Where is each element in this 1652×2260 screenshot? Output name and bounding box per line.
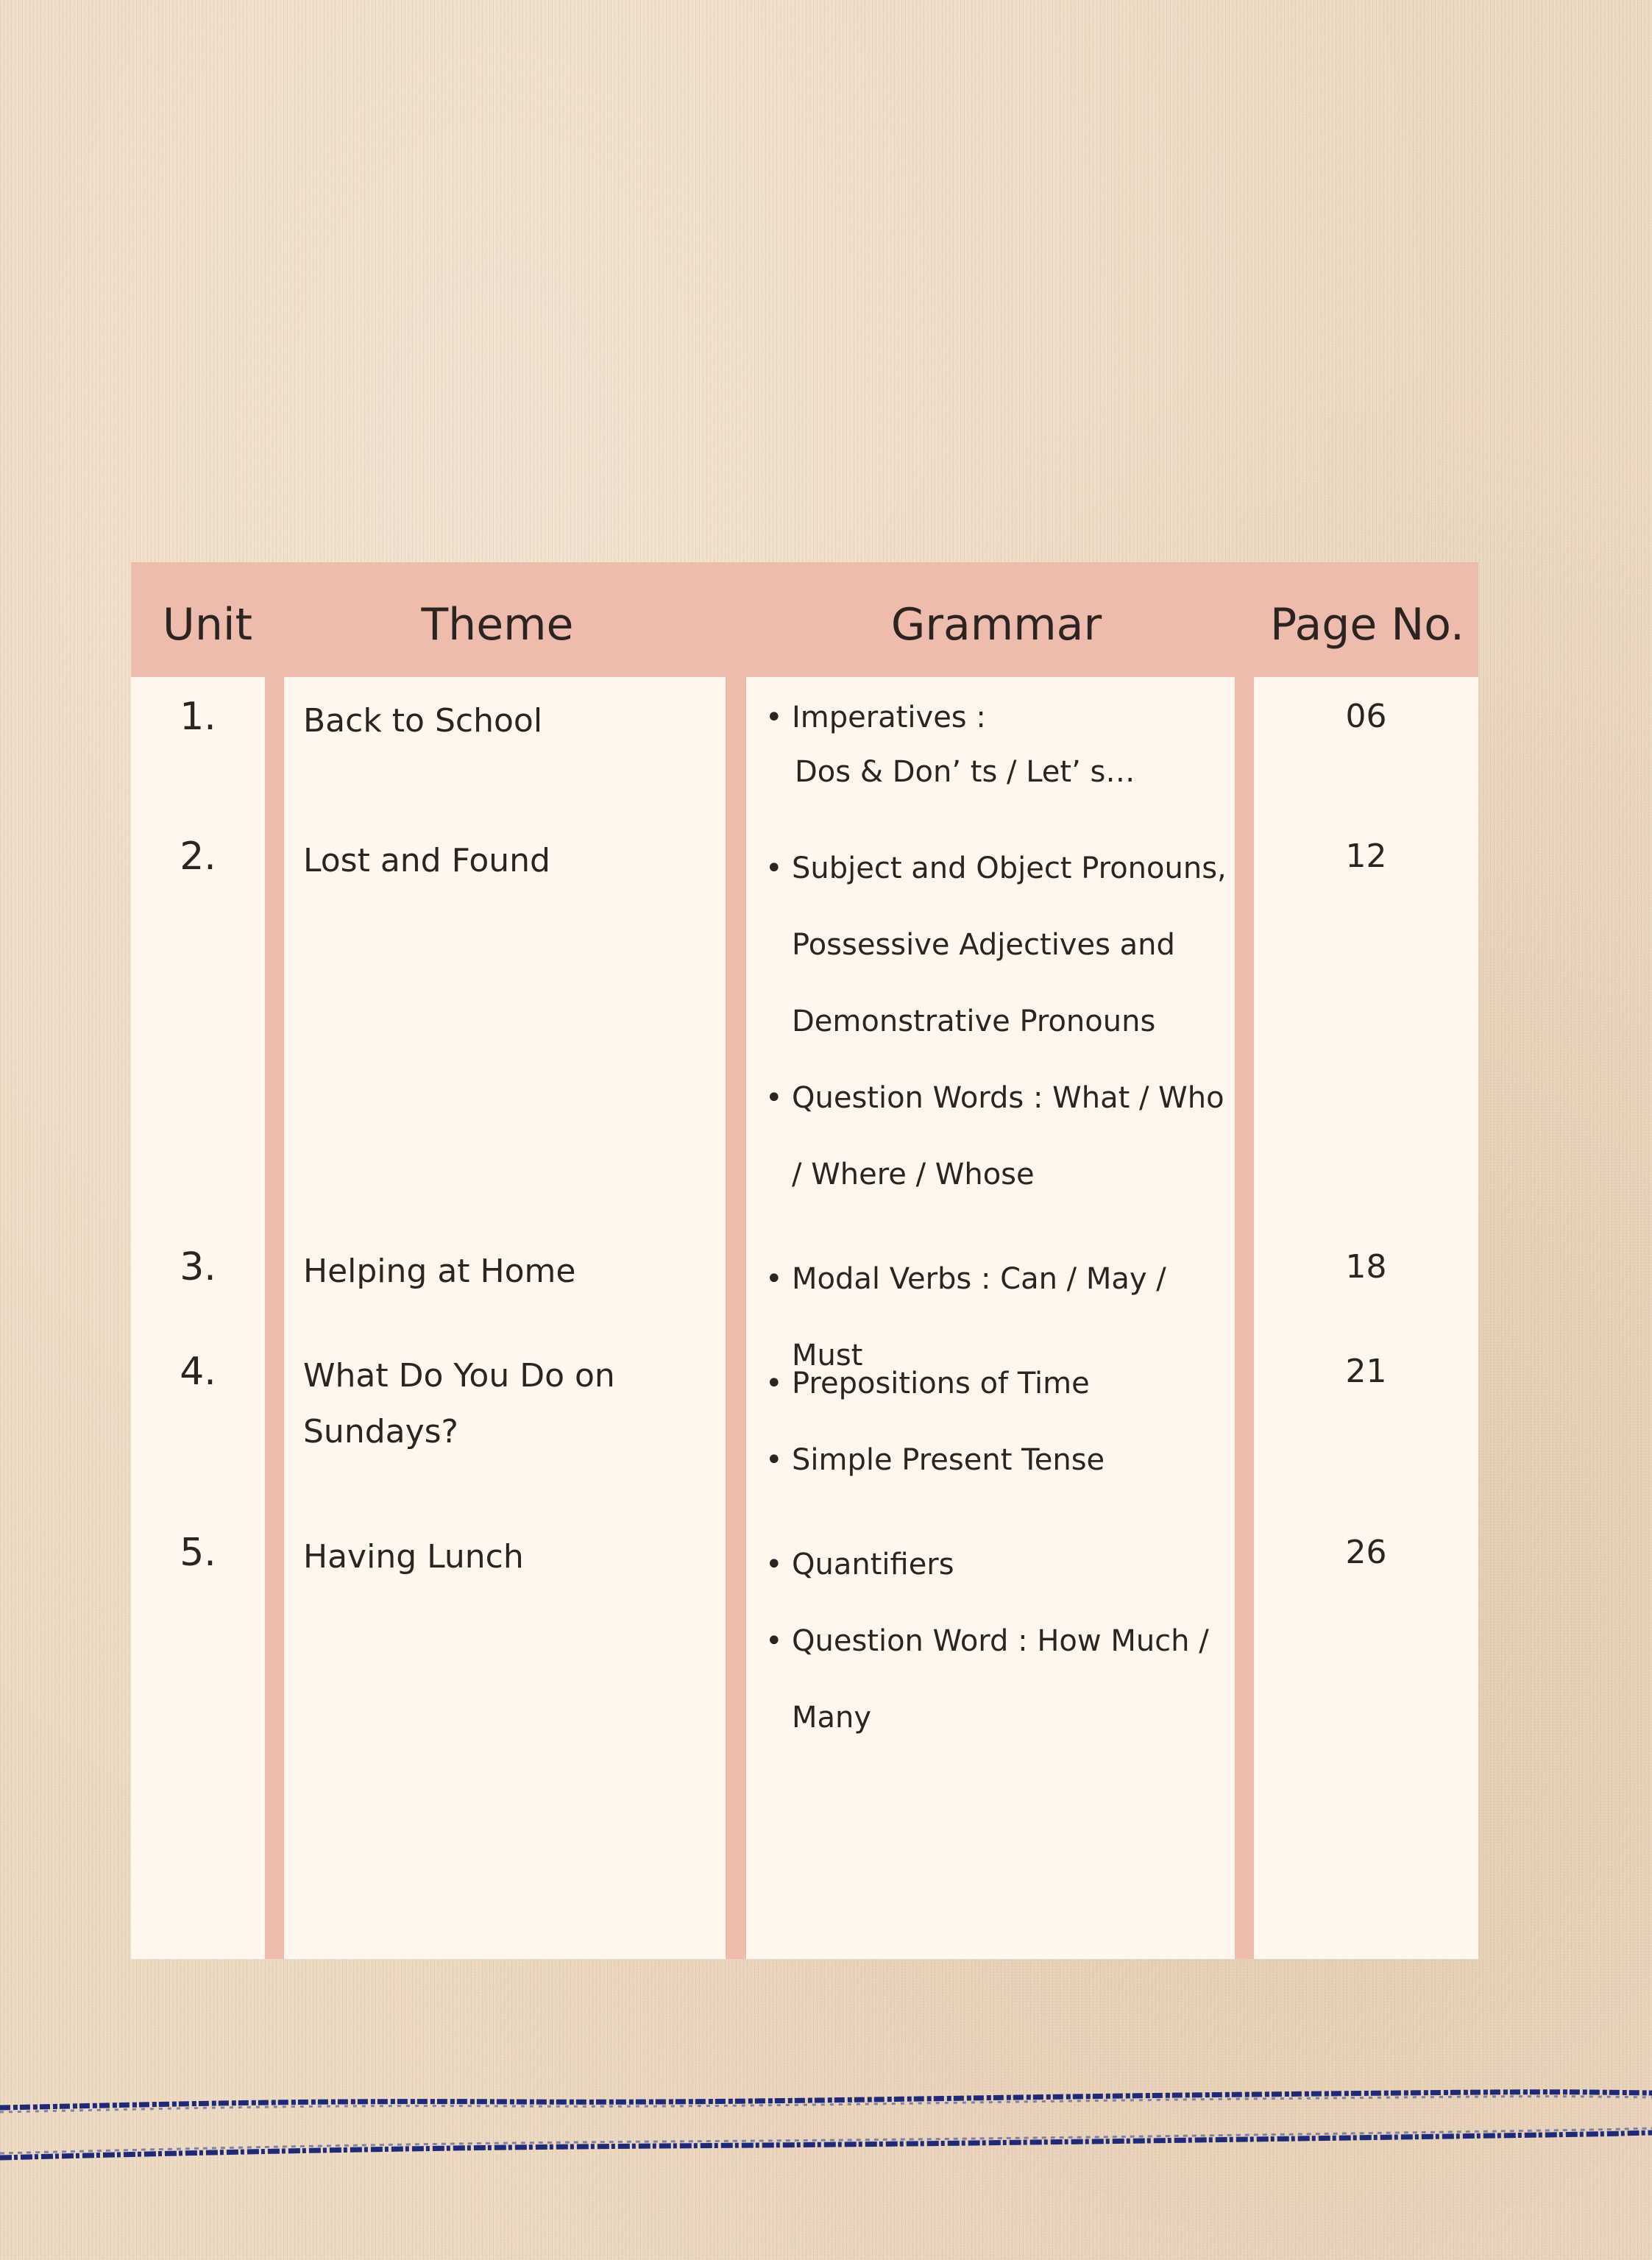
column-divider [726, 677, 746, 1959]
bullet: • [765, 1367, 783, 1400]
column-divider [1235, 677, 1254, 1959]
woven-stripes [0, 2075, 1652, 2164]
bullet: • [765, 1081, 783, 1115]
unit-theme: What Do You Do on Sundays? [303, 1357, 615, 1450]
grammar-item: • Subject and Object Pronouns, Possessive Adjectives and Demonstrative Pronouns [765, 830, 1229, 1060]
header-page-no: Page No. [1270, 599, 1464, 651]
stripe-upper [0, 2092, 1652, 2108]
page-number: 21 [1345, 1353, 1387, 1390]
unit-theme: Having Lunch [303, 1538, 524, 1576]
unit-number: 5. [180, 1531, 216, 1575]
stripe-lower [0, 2133, 1652, 2158]
unit-theme: Back to School [303, 702, 543, 740]
bullet: • [765, 1262, 783, 1296]
page-number: 18 [1345, 1248, 1387, 1286]
unit-theme: Lost and Found [303, 842, 550, 879]
header-grammar: Grammar [890, 599, 1102, 651]
bullet: • [765, 701, 783, 734]
bullet: • [765, 1624, 783, 1658]
grammar-item: • Question Word : How Much / Many [765, 1603, 1229, 1756]
column-divider [265, 677, 284, 1959]
grammar-item: • Prepositions of Time [765, 1345, 1229, 1422]
bullet: • [765, 1548, 783, 1581]
page-number: 26 [1345, 1534, 1387, 1571]
contents-table [131, 562, 1478, 1959]
bullet: • [765, 851, 783, 885]
header-theme: Theme [421, 599, 574, 651]
grammar-item: • Modal Verbs : Can / May / Must [765, 1241, 1229, 1394]
unit-number: 4. [180, 1350, 216, 1394]
grammar-item: • Quantifiers [765, 1526, 1229, 1603]
page-number: 06 [1345, 698, 1387, 735]
header-unit: Unit [162, 599, 253, 651]
unit-theme: Helping at Home [303, 1253, 576, 1290]
grammar-item: • Question Words : What / Who / Where / Whose [765, 1060, 1229, 1213]
bullet: • [765, 1443, 783, 1477]
page-number: 12 [1345, 837, 1387, 875]
grammar-item: • Imperatives : Dos & Don’ ts / Let’ s… [765, 690, 1229, 799]
unit-number: 3. [180, 1245, 216, 1289]
unit-number: 2. [180, 835, 216, 879]
grammar-item: • Simple Present Tense [765, 1422, 1229, 1498]
unit-number: 1. [180, 695, 216, 739]
